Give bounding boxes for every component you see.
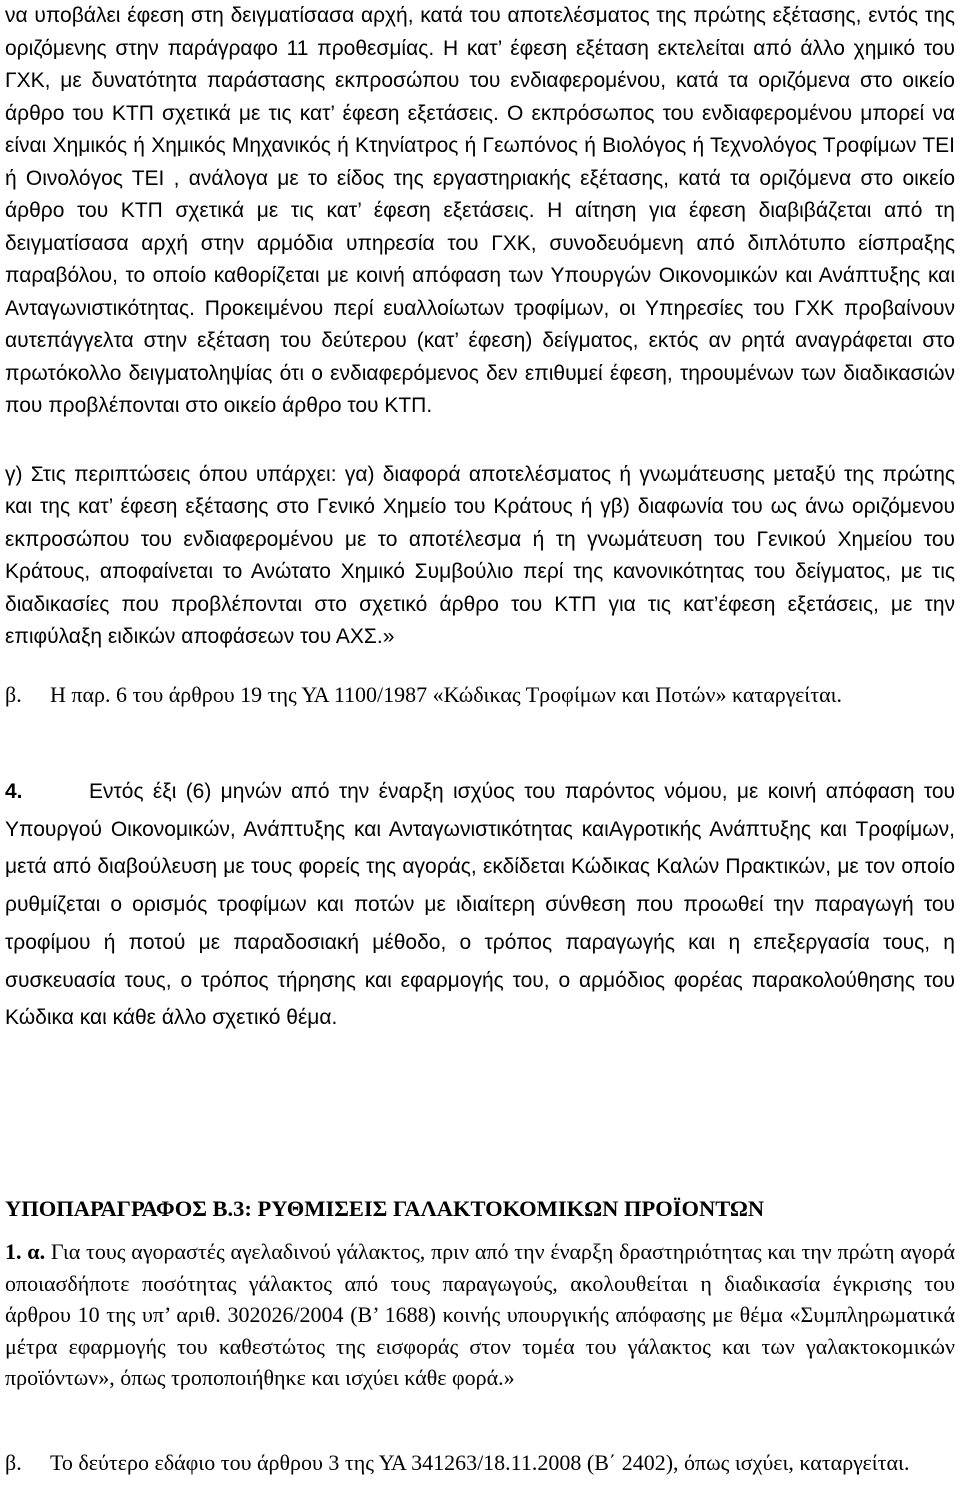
paragraph-b-repeal [5, 678, 955, 712]
item-label: β. [5, 682, 22, 707]
item-number: 1. α. [5, 1239, 46, 1264]
paragraph-4-code-of-practice [5, 773, 955, 1037]
paragraph-gamma: γ) Στις περιπτώσεις όπου υπάρχει: γα) διαφορά αποτελέσματος ή γνωμάτευσης μεταξύ της πρώτης και της κατ’ έφεση εξέτασης στο Γενικό Χημείο του Κράτους ή γβ) διαφωνία του ως άνω οριζόμενου εκπροσώπου του ενδιαφερομένου με το αποτέλεσμα ή τη γνωμάτευση του Γενικού Χημείου του Κράτους, αποφαίνεται το Ανώτατο Χημικό Συμβούλιο περί της κανονικότητας του δείγματος, με τις διαδικασίες που προβλέπονται στο σχετικό άρθρο του ΚΤΠ για τις κατ’έφεση εξετάσεις, με την επιφύλαξη ειδικών αποφάσεων του ΑΧΣ.» [5, 463, 955, 649]
item-text: Για τους αγοραστές αγελαδινού γάλακτος, πριν από την έναρξη δραστηριότητας και την πρώτη αγορά οποιασδήποτε ποσότητας γάλακτος από τους παραγωγούς, ακολουθείται η διαδικασία έγκρισης του άρθρου 10 της υπ’ αριθ. 302026/2004 (Β’ 1688) κοινής υπουργικής απόφασης με θέμα «Συμπληρωματικά μέτρα εφαρμογής του καθεστώτος της εισφοράς στον τομέα του γάλακτος και των γαλακτοκομικών προϊόντων», όπως τροποποιήθηκε και ισχύει κάθε φορά.» [5, 1239, 956, 1390]
item-text: Η παρ. 6 του άρθρου 19 της ΥΑ 1100/1987 «Κώδικας Τροφίμων και Ποτών» καταργείται. [50, 682, 843, 707]
paragraph-b-repeal-second [5, 1447, 955, 1479]
item-text: Εντός έξι (6) μηνών από την έναρξη ισχύος του παρόντος νόμου, με κοινή απόφαση του Υπουργού Οικονομικών, Ανάπτυξης και Ανταγωνιστικότητας καιΑγροτικής Ανάπτυξης και Τροφίμων, μετά από διαβούλευση με τους φορείς της αγοράς, εκδίδεται Κώδικας Καλών Πρακτικών, με τον οποίο ρυθμίζεται ο ορισμός τροφίμων και ποτών με ιδιαίτερη σύνθεση που προωθεί την παραγωγή του τροφίμου ή ποτού με παραδοσιακή μέθοδο, ο τρόπος παραγωγής και η επεξεργασία τους, η συσκευασία τους, ο τρόπος τήρησης και εφαρμογής του, ο αρμόδιος φορέας παρακολούθησης του Κώδικα και κάθε άλλο σχετικό θέμα. [5, 780, 955, 1030]
paragraph-appeal-procedure: να υποβάλει έφεση στη δειγματίσασα αρχή, κατά του αποτελέσματος της πρώτης εξέτασης, εντός της οριζόμενης στην παράγραφο 11 προθεσμίας. Η κατ’ έφεση εξέταση εκτελείται από άλλο χημικό του ΓΧΚ, με δυνατότητα παράστασης εκπροσώπου του ενδιαφερομένου, κατά τα οριζόμενα στο οικείο άρθρο του ΚΤΠ σχετικά με τις κατ’ έφεση εξετάσεις. Ο εκπρόσωπος του ενδιαφερομένου μπορεί να είναι Χημικός ή Χημικός Μηχανικός ή Κτηνίατρος ή Γεωπόνος ή Βιολόγος ή Τεχνολόγος Τροφίμων ΤΕΙ ή Οινολόγος ΤΕΙ , ανάλογα με το είδος της εργαστηριακής εξέτασης, κατά τα οριζόμενα στο οικείο άρθρο του ΚΤΠ σχετικά με τις κατ’ έφεση εξετάσεις. Η αίτηση για έφεση διαβιβάζεται από τη δειγματίσασα αρχή στην αρμόδια υπηρεσία του ΓΧΚ, συνοδευόμενη από διπλότυπο είσπραξης παραβόλου, το οποίο καθορίζεται με κοινή απόφαση των Υπουργών Οικονομικών και Ανάπτυξης και Ανταγωνιστικότητας. Προκειμένου περί ευαλλοίωτων τροφίμων, οι Υπηρεσίες του ΓΧΚ προβαίνουν αυτεπάγγελτα στην εξέταση του δεύτερου (κατ’ έφεση) δείγματος, εκτός αν ρητά αναγράφεται στο πρωτόκολλο δειγματοληψίας ότι ο ενδιαφερόμενος δεν επιθυμεί έφεση, τηρουμένων των διαδικασιών που προβλέπονται στο οικείο άρθρο του ΚΤΠ. [5, 4, 955, 417]
section-heading: ΥΠΟΠΑΡΑΓΡΑΦΟΣ Β.3: ΡΥΘΜΙΣΕΙΣ ΓΑΛΑΚΤΟΚΟΜΙΚΩΝ ΠΡΟΪΟΝΤΩΝ [5, 1196, 765, 1221]
item-label: β. [5, 1450, 22, 1475]
item-text: Το δεύτερο εδάφιο του άρθρου 3 της ΥΑ 341263/18.11.2008 (Β΄ 2402), όπως ισχύει, καταργείται. [50, 1450, 910, 1475]
item-number: 4. [5, 780, 23, 803]
paragraph-1a-milk-buyers [5, 1236, 955, 1394]
